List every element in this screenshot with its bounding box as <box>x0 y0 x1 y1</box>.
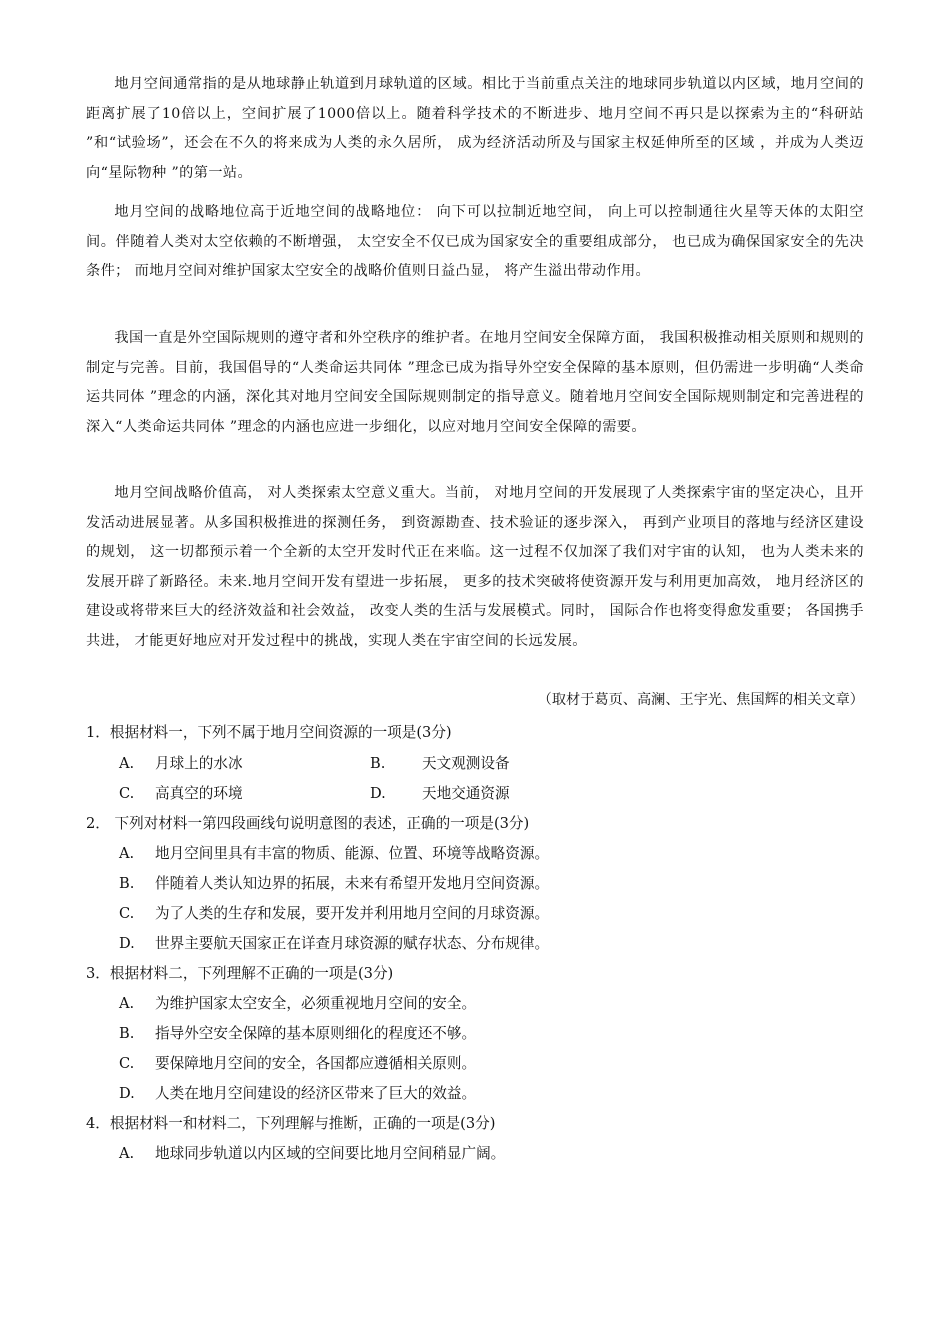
option-letter: C. <box>119 1055 135 1072</box>
option-text: 人类在地月空间建设的经济区带来了巨大的效益。 <box>155 1085 477 1102</box>
option-text: 为了人类的生存和发展，要开发并利用地月空间的月球资源。 <box>155 905 550 922</box>
option-letter: B. <box>119 1025 135 1042</box>
option-text: 天文观测设备 <box>422 755 510 772</box>
question-3-option-a <box>119 993 476 1015</box>
option-text: 为维护国家太空安全，必须重视地月空间的安全。 <box>155 995 477 1012</box>
passage-paragraph-3: 我国一直是外空国际规则的遵守者和外空秩序的维护者。在地月空间安全保障方面， 我国积极推动相关原则和规则的制定与完善。目前，我国倡导的“人类命运共同体 ”理念已成为指导外空安全保障的基本原则，但仍需进一步明确“人类命运共同体 ”理念的内涵，深化其对地月空间安全国际规则制定的指导意义。随着地月空间安全国际规则制定和完善进程的深入“人类命运共同体 ”理念的内涵也应进一步细化，以应对地月空间安全保障的需要。 <box>86 330 864 435</box>
option-letter: A. <box>119 755 135 772</box>
option-text: 要保障地月空间的安全，各国都应遵循相关原则。 <box>155 1055 477 1072</box>
option-letter: D. <box>370 785 386 802</box>
question-3-option-c <box>119 1053 476 1075</box>
question-2-option-b <box>119 873 549 895</box>
question-2-option-d <box>119 933 549 955</box>
question-2-option-c <box>119 903 549 925</box>
option-letter: A. <box>119 1145 135 1162</box>
question-2-option-a <box>119 843 549 865</box>
passage-paragraph-2: 地月空间的战略地位高于近地空间的战略地位： 向下可以拉制近地空间， 向上可以控制通往火星等天体的太阳空间。伴随着人类对太空依赖的不断增强， 太空安全不仅已成为国家安全的重要组成部分， 也已成为确保国家安全的先决条件； 而地月空间对维护国家太空安全的战略价值则日益凸显， 将产生溢出带动作用。 <box>86 204 864 280</box>
option-letter: D. <box>119 935 135 952</box>
option-text: 地月空间里具有丰富的物质、能源、位置、环境等战略资源。 <box>155 845 550 862</box>
passage-paragraph-1: 地月空间通常指的是从地球静止轨道到月球轨道的区域。相比于当前重点关注的地球同步轨道以内区域，地月空间的距离扩展了10倍以上，空间扩展了1000倍以上。随着科学技术的不断进步、地月空间不再只是以探索为主的“科研站 ”和“试验场”，还会在不久的将来成为人类的永久居所， 成为经济活动所及与国家主权延伸所至的区域 ，并成为人类迈向“星际物种 ”的第一站。 <box>86 76 864 181</box>
question-2-stem: 2． 下列对材料一第四段画线句说明意图的表述，正确的一项是(3分) <box>86 815 530 832</box>
option-letter: C. <box>119 905 135 922</box>
option-text: 高真空的环境 <box>155 785 243 802</box>
option-letter: B. <box>370 755 386 772</box>
question-4-stem: 4．根据材料一和材料二，下列理解与推断，正确的一项是(3分) <box>86 1115 496 1132</box>
question-3-option-d <box>119 1083 476 1105</box>
option-text: 世界主要航天国家正在详查月球资源的赋存状态、分布规律。 <box>155 935 550 952</box>
question-1-option-a <box>119 753 243 775</box>
question-3-stem: 3．根据材料二，下列理解不正确的一项是(3分) <box>86 965 394 982</box>
passage-paragraph-4: 地月空间战略价值高， 对人类探索太空意义重大。当前， 对地月空间的开发展现了人类探索宇宙的坚定决心，且开发活动进展显著。从多国积极推进的探测任务， 到资源勘查、技术验证的逐步深入， 再到产业项目的落地与经济区建设的规划， 这一切都预示着一个全新的太空开发时代正在来临。这一过程不仅加深了我们对宇宙的认知， 也为人类未来的发展开辟了新路径。未来.地月空间开发有望进一步拓展， 更多的技术突破将使资源开发与利用更加高效， 地月经济区的建设或将带来巨大的经济效益和社会效益， 改变人类的生活与发展模式。同时， 国际合作也将变得愈发重要； 各国携手共进， 才能更好地应对开发过程中的挑战，实现人类在宇宙空间的长远发展。 <box>86 485 864 649</box>
option-text: 天地交通资源 <box>422 785 510 802</box>
option-letter: B. <box>119 875 135 892</box>
option-letter: A. <box>119 845 135 862</box>
option-text: 指导外空安全保障的基本原则细化的程度还不够。 <box>155 1025 477 1042</box>
question-3-option-b <box>119 1023 476 1045</box>
option-text: 月球上的水冰 <box>155 755 243 772</box>
option-text: 地球同步轨道以内区域的空间要比地月空间稍显广阔。 <box>155 1145 506 1162</box>
option-letter: D. <box>119 1085 135 1102</box>
question-1-option-c <box>119 783 243 805</box>
source-citation: （取材于葛页、高澜、王宇光、焦国辉的相关文章） <box>537 692 864 708</box>
option-text: 伴随着人类认知边界的拓展，未来有希望开发地月空间资源。 <box>155 875 550 892</box>
question-4-option-a <box>119 1143 505 1165</box>
question-1-stem: 1．根据材料一，下列不属于地月空间资源的一项是(3分) <box>86 724 452 741</box>
question-1-option-b <box>370 753 510 775</box>
option-letter: C. <box>119 785 135 802</box>
question-1-option-d <box>370 783 510 805</box>
option-letter: A. <box>119 995 135 1012</box>
